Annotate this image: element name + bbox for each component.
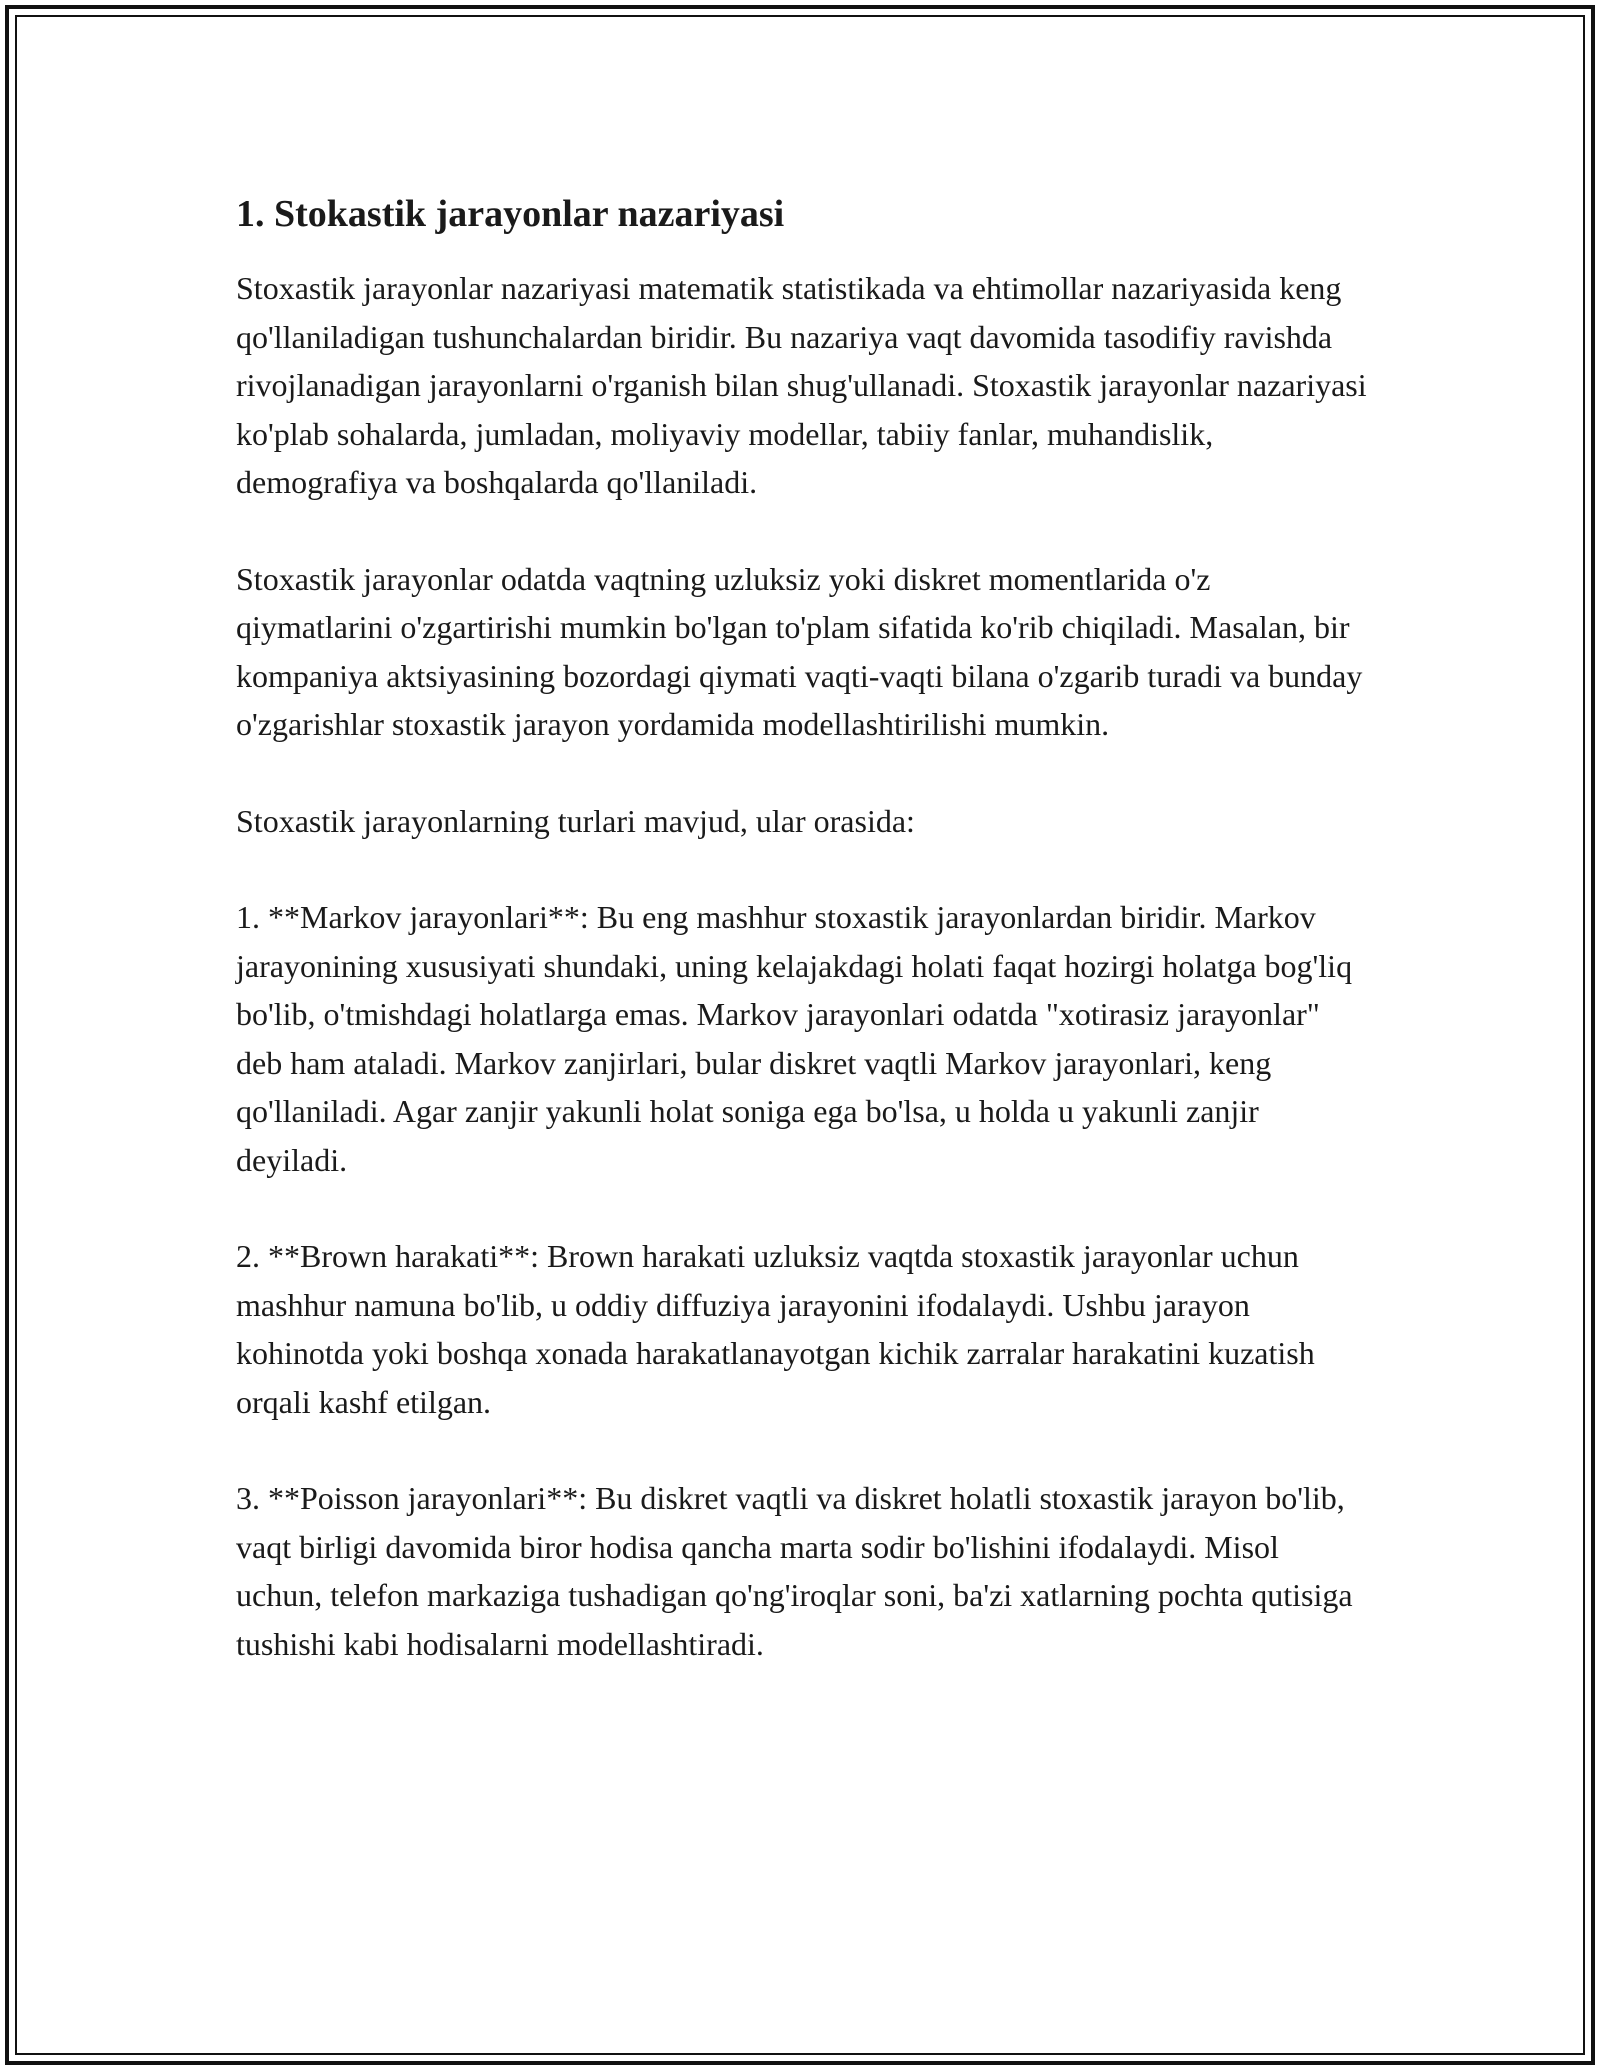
list-item-brown: 2. **Brown harakati**: Brown harakati uzluksiz vaqtda stoxastik jarayonlar uchun mashhur namuna bo'lib, u oddiy diffuziya jarayonini ifodalaydi. Ushbu jarayon kohinotda yoki boshqa xonada harakatlanayotgan kichik zarralar harakatini kuzatish orqali kashf etilgan. — [236, 1238, 1315, 1420]
paragraph-types-intro: Stoxastik jarayonlarning turlari mavjud, ular orasida: — [236, 802, 915, 839]
paragraph-intro: Stoxastik jarayonlar nazariyasi matematik statistikada va ehtimollar nazariyasida keng qo'llaniladigan tushunchalardan biridir. Bu nazariya vaqt davomida tasodifiy ravishda rivojlanadigan jarayonlarni o'rganish bilan shug'ullanadi. Stoxastik jarayonlar nazariyasi ko'plab sohalarda, jumladan, moliyaviy modellar, tabiiy fanlar, muhandislik, demografiya va boshqalarda qo'llaniladi. — [236, 270, 1367, 500]
section-heading: 1. Stokastik jarayonlar nazariyasi — [236, 193, 785, 235]
list-item-markov: 1. **Markov jarayonlari**: Bu eng mashhur stoxastik jarayonlardan biridir. Markov jarayonining xususiyati shundaki, uning kelajakdagi holati faqat hozirgi holatga bog'liq bo'lib, o'tmishdagi holatlarga emas. Markov jarayonlari odatda "xotirasiz jarayonlar" deb ham ataladi. Markov zanjirlari, bular diskret vaqtli Markov jarayonlari, keng qo'llaniladi. Agar zanjir yakunli holat soniga ega bo'lsa, u holda u yakunli zanjir deyiladi. — [236, 899, 1353, 1178]
paragraph-definition: Stoxastik jarayonlar odatda vaqtning uzluksiz yoki diskret momentlarida o'z qiymatlarini o'zgartirishi mumkin bo'lgan to'plam sifatida ko'rib chiqiladi. Masalan, bir kompaniya aktsiyasining bozordagi qiymati vaqti-vaqti bilana o'zgarib turadi va bunday o'zgarishlar stoxastik jarayon yordamida modellashtirilishi mumkin. — [236, 560, 1363, 742]
document-body — [236, 186, 1371, 1716]
list-item-poisson: 3. **Poisson jarayonlari**: Bu diskret vaqtli va diskret holatli stoxastik jarayon bo'lib, vaqt birligi davomida biror hodisa qancha marta sodir bo'lishini ifodalaydi. Misol uchun, telefon markaziga tushadigan qo'ng'iroqlar soni, ba'zi xatlarning pochta qutisiga tushishi kabi hodisalarni modellashtiradi. — [236, 1480, 1353, 1662]
